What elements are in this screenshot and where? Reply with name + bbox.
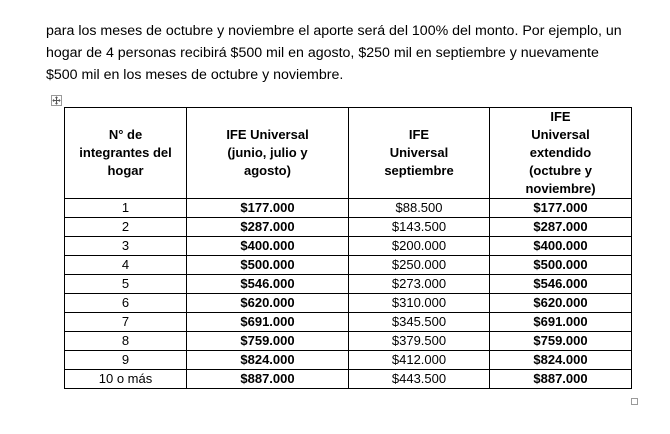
header-ife-universal-extended[interactable]: IFE Universal extendido (octubre y noviembre) [490, 108, 632, 199]
cell-september[interactable]: $443.500 [349, 370, 490, 389]
cell-members[interactable]: 2 [65, 218, 187, 237]
cell-members[interactable]: 6 [65, 294, 187, 313]
cell-september[interactable]: $345.500 [349, 313, 490, 332]
cell-jun-aug[interactable]: $620.000 [187, 294, 349, 313]
cell-jun-aug[interactable]: $177.000 [187, 199, 349, 218]
table-move-handle[interactable] [51, 95, 62, 106]
cell-members[interactable]: 4 [65, 256, 187, 275]
cell-september[interactable]: $412.000 [349, 351, 490, 370]
cell-extended[interactable]: $546.000 [490, 275, 632, 294]
cell-extended[interactable]: $177.000 [490, 199, 632, 218]
table-row [65, 294, 632, 313]
cell-jun-aug[interactable]: $887.000 [187, 370, 349, 389]
table-row [65, 275, 632, 294]
table-row [65, 332, 632, 351]
table-header-row [65, 108, 632, 199]
cell-members[interactable]: 5 [65, 275, 187, 294]
cell-september[interactable]: $88.500 [349, 199, 490, 218]
cell-september[interactable]: $310.000 [349, 294, 490, 313]
ife-amounts-table [64, 107, 632, 389]
cell-september[interactable]: $250.000 [349, 256, 490, 275]
body-paragraph [46, 20, 646, 86]
cell-september[interactable]: $379.500 [349, 332, 490, 351]
table-row [65, 199, 632, 218]
cell-members[interactable]: 7 [65, 313, 187, 332]
paragraph-line: $500 mil en los meses de octubre y noviembre. [46, 67, 344, 83]
cell-members[interactable]: 1 [65, 199, 187, 218]
cell-september[interactable]: $143.500 [349, 218, 490, 237]
cell-extended[interactable]: $824.000 [490, 351, 632, 370]
cell-september[interactable]: $200.000 [349, 237, 490, 256]
cell-jun-aug[interactable]: $824.000 [187, 351, 349, 370]
header-ife-universal-jun-aug[interactable]: IFE Universal (junio, julio y agosto) [187, 108, 349, 199]
cell-members[interactable]: 3 [65, 237, 187, 256]
cell-members[interactable]: 9 [65, 351, 187, 370]
table-row [65, 313, 632, 332]
cell-members[interactable]: 8 [65, 332, 187, 351]
cell-jun-aug[interactable]: $691.000 [187, 313, 349, 332]
cell-jun-aug[interactable]: $546.000 [187, 275, 349, 294]
cell-september[interactable]: $273.000 [349, 275, 490, 294]
cell-jun-aug[interactable]: $500.000 [187, 256, 349, 275]
cell-extended[interactable]: $759.000 [490, 332, 632, 351]
table-resize-handle[interactable] [631, 398, 638, 405]
table-row [65, 256, 632, 275]
paragraph-line: para los meses de octubre y noviembre el aporte será del 100% del monto. Por ejemplo, un [46, 23, 622, 39]
cell-extended[interactable]: $287.000 [490, 218, 632, 237]
cell-extended[interactable]: $887.000 [490, 370, 632, 389]
header-household-members[interactable]: N° de integrantes del hogar [65, 108, 187, 199]
paragraph-line: hogar de 4 personas recibirá $500 mil en agosto, $250 mil en septiembre y nuevamente [46, 45, 599, 61]
cell-extended[interactable]: $620.000 [490, 294, 632, 313]
cell-jun-aug[interactable]: $400.000 [187, 237, 349, 256]
cell-jun-aug[interactable]: $759.000 [187, 332, 349, 351]
cell-members[interactable]: 10 o más [65, 370, 187, 389]
cell-jun-aug[interactable]: $287.000 [187, 218, 349, 237]
cell-extended[interactable]: $691.000 [490, 313, 632, 332]
header-ife-universal-september[interactable]: IFE Universal septiembre [349, 108, 490, 199]
table-row [65, 237, 632, 256]
table-row [65, 370, 632, 389]
four-way-arrow-icon [52, 96, 61, 105]
table-row [65, 351, 632, 370]
cell-extended[interactable]: $400.000 [490, 237, 632, 256]
table-row [65, 218, 632, 237]
cell-extended[interactable]: $500.000 [490, 256, 632, 275]
